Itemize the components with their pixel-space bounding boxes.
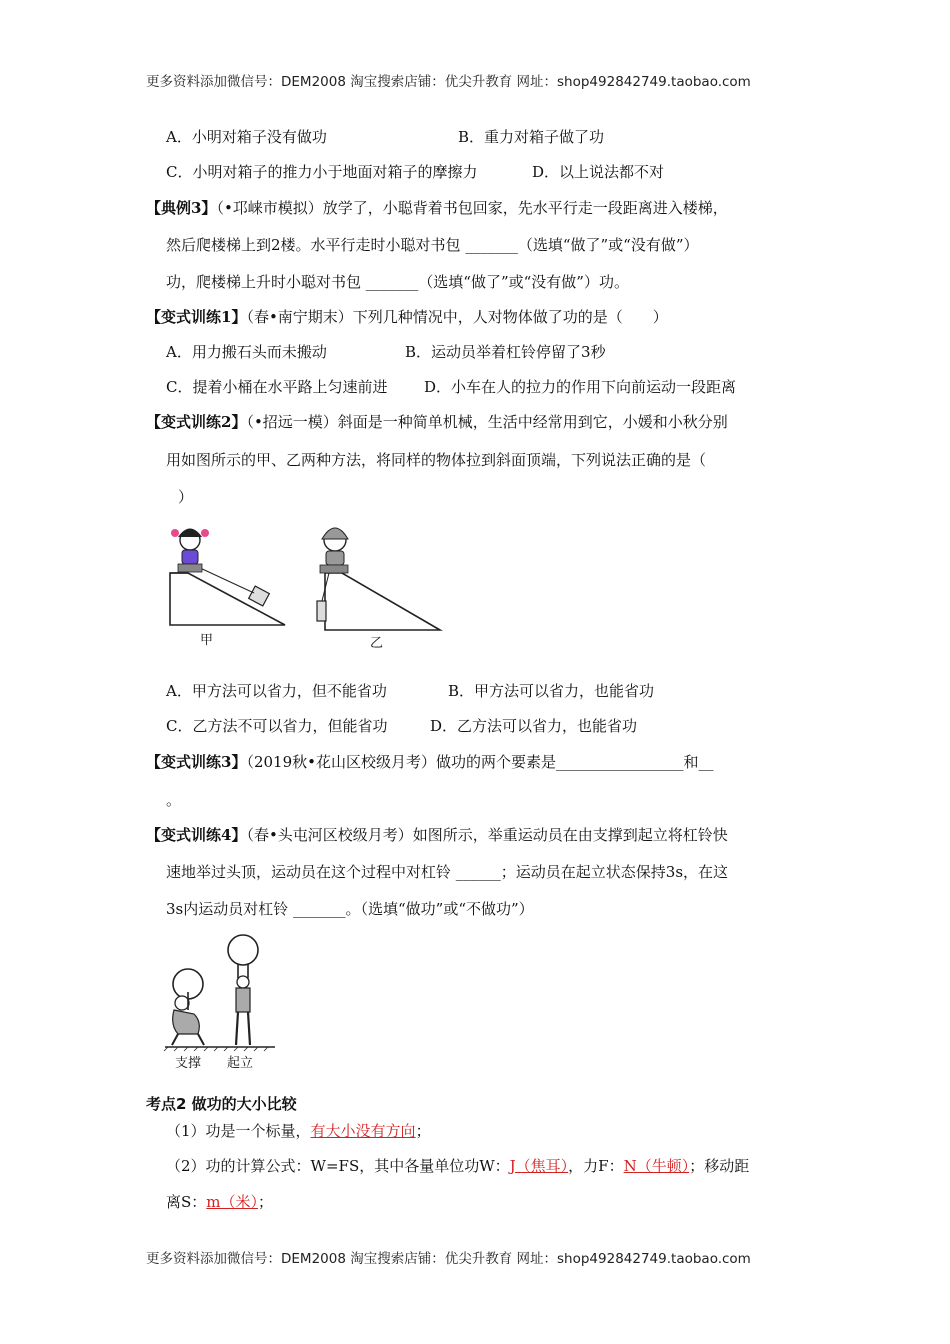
training-2-tag: 【变式训练2】 — [146, 413, 247, 431]
weightlifter-drawing — [160, 930, 280, 1055]
training-4-line3: 3s内运动员对杠铃 _______。（选填“做功”或“不做功”） — [166, 900, 534, 918]
page-footer: 更多资料添加微信号：DEM2008 淘宝搜索店铺：优尖升教育 网址：shop492842749.taobao.com — [146, 1251, 751, 1267]
q0-option-b: B．重力对箱子做了功 — [458, 128, 605, 146]
kp2-p2 — [166, 1156, 749, 1176]
kp2-p3-post: ； — [258, 1193, 274, 1211]
training-3-tag: 【变式训练3】 — [146, 753, 247, 771]
training-2-line2: 用如图所示的甲、乙两种方法，将同样的物体拉到斜面顶端，下列说法正确的是（ — [166, 451, 707, 469]
training-1-line1: （春•南宁期末）下列几种情况中，人对物体做了功的是（ ） — [246, 308, 668, 326]
training-2-option-d: D．乙方法可以省力，也能省功 — [430, 717, 638, 735]
kp2-p3-pre: 离S： — [166, 1193, 207, 1211]
kp2-p3 — [166, 1192, 273, 1212]
figure-label-jia: 甲 — [200, 633, 214, 648]
kp2-p1 — [166, 1121, 431, 1141]
kp2-p2-answer-joule: J（焦耳） — [509, 1157, 569, 1175]
figure-label-stand: 起立 — [227, 1056, 254, 1071]
q0-option-c: C．小明对箱子的推力小于地面对箱子的摩擦力 — [166, 163, 478, 181]
training-1-option-b: B．运动员举着杠铃停留了3秒 — [405, 343, 606, 361]
training-1-tag: 【变式训练1】 — [146, 308, 247, 326]
example-3-tag: 【典例3】 — [146, 199, 217, 217]
training-2-option-c: C．乙方法不可以省力，但能省功 — [166, 717, 388, 735]
training-3-line2: 。 — [166, 791, 182, 809]
kp2-p3-answer-meter: m（米） — [206, 1193, 259, 1211]
q0-option-a: A．小明对箱子没有做功 — [166, 128, 327, 146]
kp2-p2-answer-newton: N（牛顿） — [623, 1157, 690, 1175]
example-3 — [146, 198, 728, 218]
training-1-option-c: C．提着小桶在水平路上匀速前进 — [166, 378, 388, 396]
kp2-p1-pre: （1）功是一个标量， — [166, 1122, 311, 1140]
training-4-line2: 速地举过头顶，运动员在这个过程中对杠铃 ______；运动员在起立状态保持3s，在这 — [166, 863, 729, 881]
training-1-option-d: D．小车在人的拉力的作用下向前运动一段距离 — [424, 378, 737, 396]
training-1 — [146, 307, 668, 327]
training-2-line3: ） — [178, 488, 194, 506]
q0-option-d: D．以上说法都不对 — [532, 163, 665, 181]
training-4 — [146, 825, 728, 845]
training-2 — [146, 412, 728, 432]
training-3-line1: （2019秋•花山区校级月考）做功的两个要素是_________________和__ — [246, 753, 714, 771]
kp2-title: 考点2 做功的大小比较 — [146, 1095, 297, 1113]
kp2-p2-post: ；移动距 — [689, 1157, 750, 1175]
weightlifter-figure — [160, 930, 280, 1071]
incline-figure — [160, 515, 450, 655]
page-header: 更多资料添加微信号：DEM2008 淘宝搜索店铺：优尖升教育 网址：shop492842749.taobao.com — [146, 74, 751, 90]
kp2-p1-post: ； — [415, 1122, 431, 1140]
example-3-line1: （•邛崃市模拟）放学了，小聪背着书包回家，先水平行走一段距离进入楼梯， — [216, 199, 728, 217]
kp2-p1-answer: 有大小没有方向 — [310, 1122, 416, 1140]
kp2-p2-pre: （2）功的计算公式：W=FS，其中各量单位功W： — [166, 1157, 510, 1175]
figure-label-support: 支撑 — [175, 1056, 202, 1071]
training-4-line1: （春•头屯河区校级月考）如图所示，举重运动员在由支撑到起立将杠铃快 — [246, 826, 728, 844]
training-1-option-a: A．用力搬石头而未搬动 — [166, 343, 327, 361]
figure-label-yi: 乙 — [370, 636, 384, 651]
training-2-option-b: B．甲方法可以省力，也能省功 — [448, 682, 655, 700]
example-3-line3: 功，爬楼梯上升时小聪对书包 _______（选填“做了”或“没有做”）功。 — [166, 273, 629, 291]
training-3 — [146, 752, 713, 772]
training-2-line1: （•招远一模）斜面是一种简单机械，生活中经常用到它，小媛和小秋分别 — [246, 413, 728, 431]
kp2-p2-mid: ，力F： — [568, 1157, 624, 1175]
training-2-option-a: A．甲方法可以省力，但不能省功 — [166, 682, 387, 700]
example-3-line2: 然后爬楼梯上到2楼。水平行走时小聪对书包 _______（选填“做了”或“没有做”） — [166, 236, 699, 254]
training-4-tag: 【变式训练4】 — [146, 826, 247, 844]
